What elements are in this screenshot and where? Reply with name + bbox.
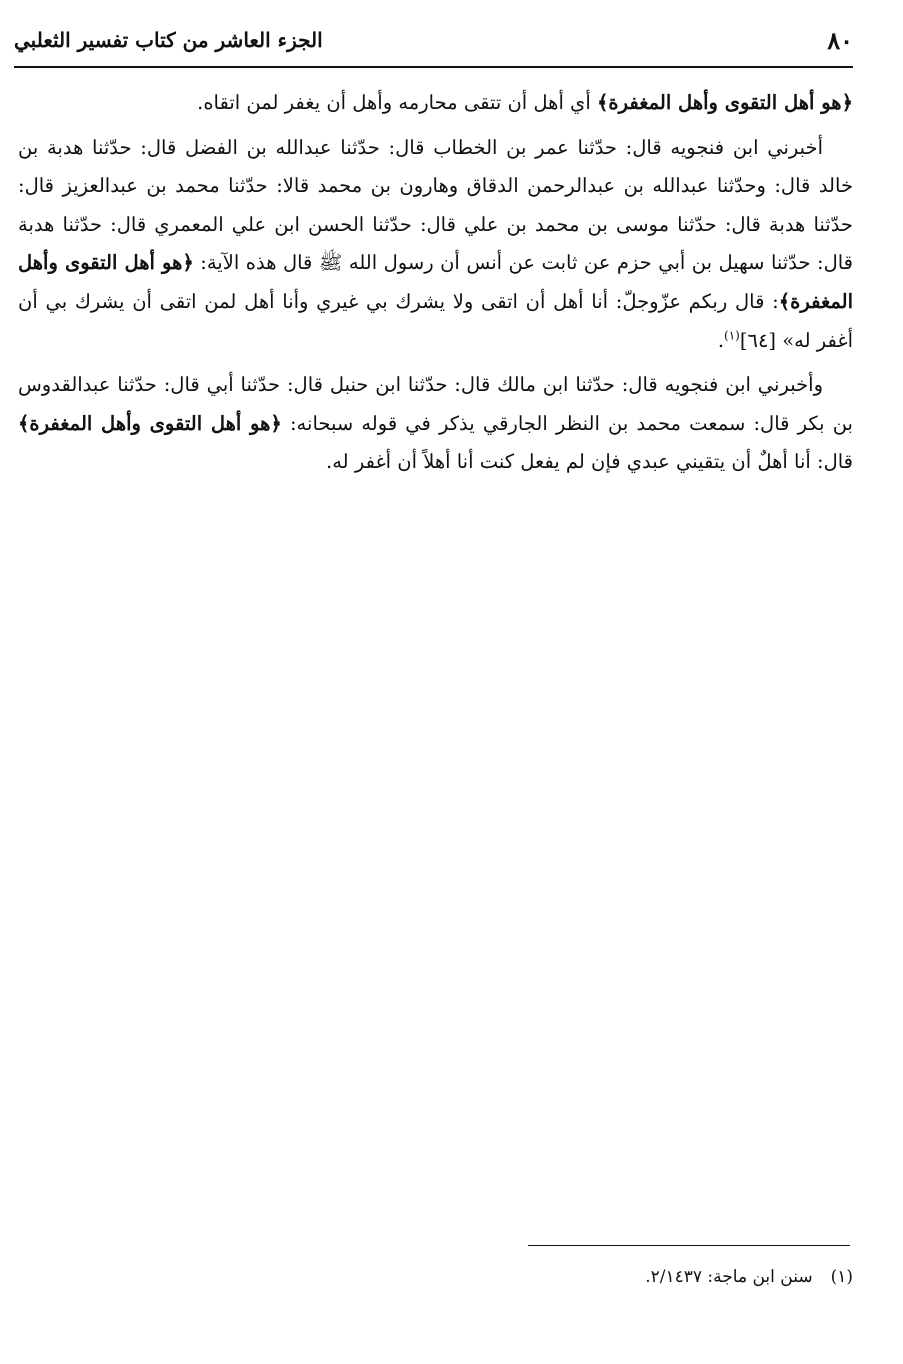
paragraph-1 (18, 84, 853, 123)
footnotes (18, 1262, 853, 1292)
footnote-text: سنن ابن ماجة: ٢/١٤٣٧. (645, 1267, 813, 1287)
quran-quote: ﴿هو أهل التقوى وأهل المغفرة﴾ (18, 251, 853, 313)
footnote-marker: (١) (830, 1267, 853, 1287)
paragraph-2 (18, 129, 853, 361)
header-rule (14, 66, 853, 68)
sentence-end: . (717, 328, 725, 352)
quran-quote: ﴿هو أهل التقوى وأهل المغفرة﴾ (18, 411, 282, 435)
page-header (14, 22, 853, 68)
running-title: الجزء العاشر من كتاب تفسير الثعلبي (14, 28, 323, 52)
paragraph-text: قال: أنا أهلٌ أن يتقيني عبدي فإن لم يفعل كنت أنا أهلاً أن أغفر له. (326, 450, 853, 474)
main-text (18, 84, 853, 482)
paragraph-3 (18, 366, 853, 482)
paragraph-text: وأخبرني ابن فنجويه قال: حدّثنا ابن مالك قال: حدّثنا ابن حنبل قال: حدّثنا أبي قال: حدّثنا عبدالقدوس بن بكر قال: سمعت محمد بن النظر الجارقي يذكر في قوله سبحانه: (18, 373, 853, 435)
page-number: ٨٠ (827, 26, 853, 55)
footnote-reference[interactable]: (١) (724, 328, 740, 343)
paragraph-text: أخبرني ابن فنجويه قال: حدّثنا عمر بن الخطاب قال: حدّثنا عبدالله بن الفضل قال: حدّثنا هدبة بن خالد قال: وحدّثنا عبدالله بن عبدالرحمن الدقاق وهارون بن محمد قالا: حدّثنا محمد بن عبدالعزيز قال: حدّثنا هدبة قال: حدّثنا موسى بن محمد بن علي قال: حدّثنا الحسن ابن علي المعمري قال: حدّثنا هدبة قال: حدّثنا سهيل بن أبي حزم عن ثابت عن أنس أن رسول الله ﷺ قال هذه الآية: (18, 135, 854, 275)
quran-quote: ﴿هو أهل التقوى وأهل المغفرة﴾ (596, 91, 853, 114)
footnote-separator (528, 1245, 850, 1246)
paragraph-text: أي أهل أن تتقى محارمه وأهل أن يغفر لمن اتقاه. (197, 91, 597, 114)
paragraph-text: : قال ربكم عزّوجلّ: أنا أهل أن اتقى ولا يشرك بي غيري وأنا أهل لمن اتقى أن يشرك بي أن أغفر له» [٦٤] (18, 289, 853, 352)
footnote-item (18, 1262, 853, 1292)
